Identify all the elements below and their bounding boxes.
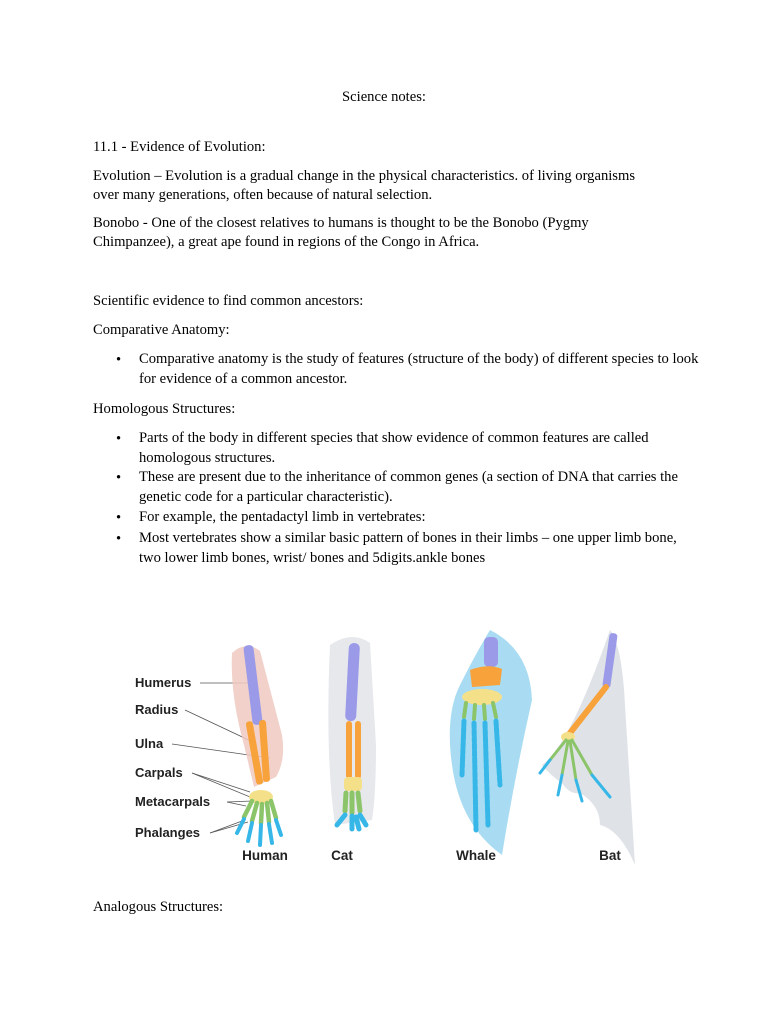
label-radius: Radius [135,702,179,717]
bullet-icon: • [116,352,122,368]
homologous-structures-heading: Homologous Structures: [93,401,236,417]
page-title: Science notes: [342,89,426,105]
bullet-icon: • [116,531,122,547]
pentadactyl-limb-figure [130,625,650,870]
bonobo-line-1: Bonobo - One of the closest relatives to humans is thought to be the Bonobo (Pygmy [93,215,589,231]
section-heading: 11.1 - Evidence of Evolution: [93,139,266,155]
homologous-bullet-3: For example, the pentadactyl limb in vertebrates: [139,509,426,525]
caption-bat: Bat [599,848,621,863]
whale-flipper [450,630,532,855]
bullet-icon: • [116,510,122,526]
label-metacarpals: Metacarpals [135,794,211,809]
cat-leg [328,637,376,829]
evolution-definition-line-1: Evolution – Evolution is a gradual change in the physical characteristics. of living organisms [93,168,636,184]
bonobo-line-2: Chimpanzee), a great ape found in regions of the Congo in Africa. [93,234,480,250]
caption-whale: Whale [456,848,496,863]
bullet-icon: • [116,470,122,486]
homologous-bullet-1: Parts of the body in different species that show evidence of common features are called homologous structures. [139,430,649,466]
comparative-anatomy-heading: Comparative Anatomy: [93,322,230,338]
bullet-icon: • [116,431,122,447]
homologous-bullet-4: Most vertebrates show a similar basic pattern of bones in their limbs – one upper limb bone, two lower limb bones, wrist/ bones and 5digits.ankle bones [139,530,677,566]
label-phalanges: Phalanges [135,825,201,840]
scientific-evidence-heading: Scientific evidence to find common ancestors: [93,293,364,309]
label-ulna: Ulna [135,736,164,751]
label-humerus: Humerus [135,675,192,690]
caption-human: Human [242,848,288,863]
homologous-bullet-2: These are present due to the inheritance of common genes (a section of DNA that carries the genetic code for a particular characteristic). [139,469,678,505]
comparative-anatomy-bullet: Comparative anatomy is the study of features (structure of the body) of different species to look for evidence of a common ancestor. [139,351,699,387]
evolution-definition-line-2: over many generations, often because of natural selection. [93,187,433,203]
human-arm [232,645,283,845]
analogous-structures-heading: Analogous Structures: [93,899,224,915]
label-carpals: Carpals [135,765,183,780]
caption-cat: Cat [331,848,353,863]
bat-wing [540,630,635,865]
